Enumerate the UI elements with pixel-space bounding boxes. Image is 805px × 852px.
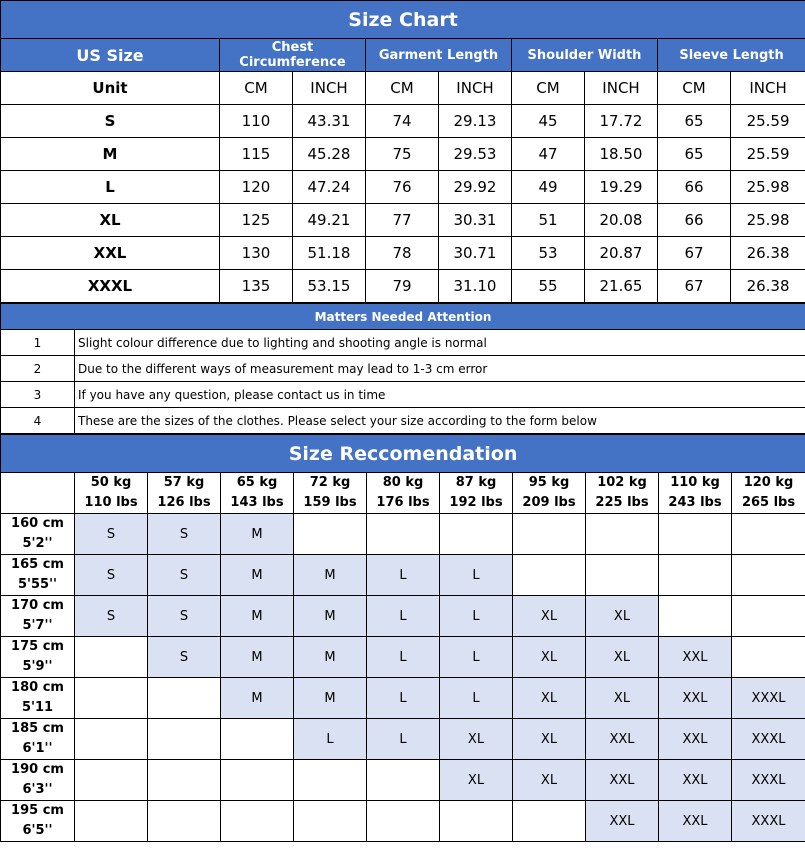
- recommended-size-cell: [148, 678, 221, 719]
- recommended-size-cell: [440, 514, 513, 555]
- weight-kg: 102 kg: [597, 475, 647, 490]
- size-row: [1, 270, 805, 303]
- recommended-size-cell: XL: [513, 596, 586, 637]
- attention-text: These are the sizes of the clothes. Please select your size according to the form below: [75, 408, 805, 434]
- height-header: [1, 555, 75, 596]
- chest-header: Chest Circumference: [220, 39, 366, 72]
- recommended-size-cell: L: [440, 596, 513, 637]
- height-row: [1, 678, 805, 719]
- recommended-size-cell: [221, 801, 294, 842]
- measurement-cell: 29.92: [439, 171, 512, 204]
- unit-row: [1, 72, 805, 105]
- weight-header: [367, 473, 440, 514]
- weight-header: [221, 473, 294, 514]
- recommended-size-cell: [148, 760, 221, 801]
- recommended-size-cell: [513, 514, 586, 555]
- recommended-size-cell: M: [294, 596, 367, 637]
- recommended-size-cell: L: [367, 678, 440, 719]
- weight-lbs: 159 lbs: [303, 495, 357, 510]
- recommended-size-cell: S: [148, 637, 221, 678]
- weight-header: [148, 473, 221, 514]
- attention-text: Due to the different ways of measurement may lead to 1-3 cm error: [75, 356, 805, 382]
- recommended-size-cell: L: [367, 637, 440, 678]
- measurement-cell: 67: [658, 237, 731, 270]
- recommended-size-cell: XXL: [659, 801, 732, 842]
- unit-cell: CM: [658, 72, 731, 105]
- measurement-cell: 25.59: [731, 138, 805, 171]
- measurement-cell: 55: [512, 270, 585, 303]
- weight-kg: 57 kg: [163, 475, 205, 490]
- recommended-size-cell: S: [75, 555, 148, 596]
- unit-cell: INCH: [439, 72, 512, 105]
- recommended-size-cell: XL: [513, 760, 586, 801]
- measurement-cell: 65: [658, 105, 731, 138]
- height-header: [1, 596, 75, 637]
- recommended-size-cell: XXL: [659, 678, 732, 719]
- measurement-cell: 110: [220, 105, 293, 138]
- measurement-cell: 75: [366, 138, 439, 171]
- height-header: [1, 514, 75, 555]
- weight-kg: 110 kg: [670, 475, 720, 490]
- recommended-size-cell: XL: [440, 719, 513, 760]
- recommended-size-cell: [294, 514, 367, 555]
- height-cm: 195 cm: [11, 803, 64, 818]
- recommended-size-cell: [659, 555, 732, 596]
- recommended-size-cell: S: [75, 596, 148, 637]
- recommended-size-cell: XL: [440, 760, 513, 801]
- measurement-cell: 65: [658, 138, 731, 171]
- recommended-size-cell: [148, 801, 221, 842]
- recommended-size-cell: L: [294, 719, 367, 760]
- height-ft: 5'7'': [22, 618, 53, 633]
- recommended-size-cell: XXXL: [732, 719, 805, 760]
- size-label: S: [1, 105, 220, 138]
- weight-kg: 50 kg: [90, 475, 132, 490]
- measurement-cell: 74: [366, 105, 439, 138]
- recommended-size-cell: [732, 555, 805, 596]
- recommended-size-cell: XXXL: [732, 678, 805, 719]
- recommended-size-cell: XXL: [659, 760, 732, 801]
- recommended-size-cell: [294, 760, 367, 801]
- attention-number: 3: [1, 382, 75, 408]
- size-row: [1, 105, 805, 138]
- height-row: [1, 555, 805, 596]
- attention-text: Slight colour difference due to lighting and shooting angle is normal: [75, 330, 805, 356]
- weight-header: [659, 473, 732, 514]
- measurement-cell: 78: [366, 237, 439, 270]
- measurement-cell: 135: [220, 270, 293, 303]
- recommended-size-cell: [367, 514, 440, 555]
- recommended-size-cell: XXL: [586, 760, 659, 801]
- measurement-cell: 49: [512, 171, 585, 204]
- corner-cell: [1, 473, 75, 514]
- measurement-cell: 49.21: [293, 204, 366, 237]
- weight-lbs: 143 lbs: [230, 495, 284, 510]
- measurement-cell: 47: [512, 138, 585, 171]
- height-row: [1, 719, 805, 760]
- recommended-size-cell: [221, 719, 294, 760]
- weight-kg: 120 kg: [743, 475, 794, 490]
- recommended-size-cell: M: [294, 555, 367, 596]
- recommended-size-cell: M: [294, 678, 367, 719]
- measurement-cell: 53: [512, 237, 585, 270]
- us-size-header: US Size: [1, 39, 220, 72]
- measurement-cell: 25.98: [731, 171, 805, 204]
- measurement-cell: 51: [512, 204, 585, 237]
- recommended-size-cell: [221, 760, 294, 801]
- measurement-cell: 45: [512, 105, 585, 138]
- recommended-size-cell: XL: [513, 637, 586, 678]
- measurement-cell: 20.87: [585, 237, 658, 270]
- unit-cell: INCH: [585, 72, 658, 105]
- recommended-size-cell: L: [367, 719, 440, 760]
- recommendation-table: [0, 434, 805, 842]
- height-cm: 165 cm: [11, 557, 64, 572]
- length-header: Garment Length: [366, 39, 512, 72]
- measurement-cell: 30.71: [439, 237, 512, 270]
- recommended-size-cell: S: [148, 514, 221, 555]
- recommended-size-cell: XL: [513, 678, 586, 719]
- measurement-cell: 18.50: [585, 138, 658, 171]
- recommended-size-cell: [586, 514, 659, 555]
- size-row: [1, 138, 805, 171]
- recommended-size-cell: [294, 801, 367, 842]
- weight-header: [75, 473, 148, 514]
- recommended-size-cell: [513, 555, 586, 596]
- recommended-size-cell: S: [148, 596, 221, 637]
- measurement-cell: 76: [366, 171, 439, 204]
- recommended-size-cell: XL: [586, 596, 659, 637]
- weight-lbs: 126 lbs: [157, 495, 211, 510]
- recommended-size-cell: M: [221, 637, 294, 678]
- weight-kg: 65 kg: [236, 475, 278, 490]
- measurement-cell: 26.38: [731, 270, 805, 303]
- height-cm: 180 cm: [11, 680, 64, 695]
- height-ft: 5'2'': [22, 536, 53, 551]
- weight-header: [586, 473, 659, 514]
- height-ft: 5'55'': [17, 577, 58, 592]
- height-cm: 170 cm: [11, 598, 64, 613]
- recommended-size-cell: S: [75, 514, 148, 555]
- height-ft: 6'5'': [22, 823, 53, 838]
- recommended-size-cell: L: [367, 555, 440, 596]
- measurement-cell: 115: [220, 138, 293, 171]
- measurement-cell: 125: [220, 204, 293, 237]
- weight-kg: 80 kg: [382, 475, 424, 490]
- attention-text: If you have any question, please contact us in time: [75, 382, 805, 408]
- size-label: XL: [1, 204, 220, 237]
- recommended-size-cell: XL: [586, 637, 659, 678]
- measurement-cell: 25.59: [731, 105, 805, 138]
- unit-cell: CM: [512, 72, 585, 105]
- unit-cell: CM: [220, 72, 293, 105]
- weight-kg: 87 kg: [455, 475, 497, 490]
- height-row: [1, 637, 805, 678]
- measurement-cell: 19.29: [585, 171, 658, 204]
- measurement-cell: 77: [366, 204, 439, 237]
- recommended-size-cell: M: [221, 514, 294, 555]
- size-row: [1, 237, 805, 270]
- recommended-size-cell: XL: [513, 719, 586, 760]
- attention-item: [1, 330, 805, 356]
- height-ft: 6'1'': [22, 741, 53, 756]
- measurement-cell: 79: [366, 270, 439, 303]
- weight-lbs: 209 lbs: [522, 495, 576, 510]
- height-cm: 160 cm: [11, 516, 64, 531]
- recommended-size-cell: XXL: [586, 801, 659, 842]
- recommendation-title: Size Reccomendation: [1, 435, 805, 473]
- size-row: [1, 204, 805, 237]
- height-ft: 5'11: [21, 700, 54, 715]
- measurement-cell: 66: [658, 171, 731, 204]
- measurement-cell: 30.31: [439, 204, 512, 237]
- height-cm: 185 cm: [11, 721, 64, 736]
- measurement-cell: 31.10: [439, 270, 512, 303]
- recommended-size-cell: [75, 678, 148, 719]
- measurement-cell: 29.53: [439, 138, 512, 171]
- recommended-size-cell: [148, 719, 221, 760]
- recommended-size-cell: [732, 514, 805, 555]
- measurement-cell: 20.08: [585, 204, 658, 237]
- measurement-cell: 130: [220, 237, 293, 270]
- recommended-size-cell: XL: [586, 678, 659, 719]
- height-header: [1, 801, 75, 842]
- height-header: [1, 637, 75, 678]
- recommended-size-cell: [75, 801, 148, 842]
- recommended-size-cell: [586, 555, 659, 596]
- recommended-size-cell: M: [221, 555, 294, 596]
- measurement-cell: 29.13: [439, 105, 512, 138]
- size-chart-table: [0, 0, 805, 303]
- recommended-size-cell: M: [221, 678, 294, 719]
- recommended-size-cell: [75, 637, 148, 678]
- recommended-size-cell: XXXL: [732, 760, 805, 801]
- measurement-cell: 26.38: [731, 237, 805, 270]
- measurement-cell: 53.15: [293, 270, 366, 303]
- size-label: XXXL: [1, 270, 220, 303]
- size-label: M: [1, 138, 220, 171]
- shoulder-header: Shoulder Width: [512, 39, 658, 72]
- measurement-cell: 47.24: [293, 171, 366, 204]
- weight-lbs: 110 lbs: [84, 495, 138, 510]
- weight-header: [513, 473, 586, 514]
- recommended-size-cell: [367, 801, 440, 842]
- measurement-cell: 51.18: [293, 237, 366, 270]
- recommended-size-cell: L: [440, 678, 513, 719]
- recommended-size-cell: [732, 596, 805, 637]
- height-cm: 190 cm: [11, 762, 64, 777]
- height-cm: 175 cm: [11, 639, 64, 654]
- recommended-size-cell: L: [367, 596, 440, 637]
- weight-header: [732, 473, 805, 514]
- sleeve-header: Sleeve Length: [658, 39, 805, 72]
- recommended-size-cell: S: [148, 555, 221, 596]
- height-row: [1, 596, 805, 637]
- unit-cell: INCH: [731, 72, 805, 105]
- height-ft: 6'3'': [22, 782, 53, 797]
- measurement-cell: 66: [658, 204, 731, 237]
- recommended-size-cell: M: [221, 596, 294, 637]
- recommended-size-cell: [440, 801, 513, 842]
- measurement-cell: 120: [220, 171, 293, 204]
- attention-item: [1, 356, 805, 382]
- attention-item: [1, 408, 805, 434]
- attention-title: Matters Needed Attention: [1, 304, 805, 330]
- recommended-size-cell: XXL: [586, 719, 659, 760]
- unit-cell: INCH: [293, 72, 366, 105]
- recommended-size-cell: [659, 514, 732, 555]
- size-label: XXL: [1, 237, 220, 270]
- height-header: [1, 760, 75, 801]
- recommended-size-cell: XXL: [659, 637, 732, 678]
- weight-lbs: 176 lbs: [376, 495, 430, 510]
- weight-kg: 72 kg: [309, 475, 351, 490]
- height-row: [1, 514, 805, 555]
- weight-header: [440, 473, 513, 514]
- recommended-size-cell: [75, 719, 148, 760]
- height-header: [1, 719, 75, 760]
- height-ft: 5'9'': [22, 659, 53, 674]
- height-row: [1, 760, 805, 801]
- measurement-cell: 67: [658, 270, 731, 303]
- attention-item: [1, 382, 805, 408]
- size-chart-title: Size Chart: [1, 1, 805, 39]
- height-row: [1, 801, 805, 842]
- size-chart-header-row: [1, 39, 805, 72]
- measurement-cell: 45.28: [293, 138, 366, 171]
- recommended-size-cell: [367, 760, 440, 801]
- recommended-size-cell: M: [294, 637, 367, 678]
- size-row: [1, 171, 805, 204]
- attention-number: 4: [1, 408, 75, 434]
- recommended-size-cell: [75, 760, 148, 801]
- recommended-size-cell: [513, 801, 586, 842]
- weight-lbs: 225 lbs: [595, 495, 649, 510]
- measurement-cell: 21.65: [585, 270, 658, 303]
- attention-table: [0, 303, 805, 434]
- measurement-cell: 17.72: [585, 105, 658, 138]
- weight-header: [294, 473, 367, 514]
- recommended-size-cell: [659, 596, 732, 637]
- weight-lbs: 265 lbs: [741, 495, 796, 510]
- weight-lbs: 243 lbs: [668, 495, 722, 510]
- recommended-size-cell: XXXL: [732, 801, 805, 842]
- unit-cell: CM: [366, 72, 439, 105]
- recommended-size-cell: XXL: [659, 719, 732, 760]
- unit-label: Unit: [1, 72, 220, 105]
- recommended-size-cell: [732, 637, 805, 678]
- attention-number: 2: [1, 356, 75, 382]
- weight-kg: 95 kg: [528, 475, 570, 490]
- weight-header-row: [1, 473, 805, 514]
- recommended-size-cell: L: [440, 555, 513, 596]
- height-header: [1, 678, 75, 719]
- weight-lbs: 192 lbs: [449, 495, 503, 510]
- size-label: L: [1, 171, 220, 204]
- recommended-size-cell: L: [440, 637, 513, 678]
- measurement-cell: 43.31: [293, 105, 366, 138]
- attention-number: 1: [1, 330, 75, 356]
- measurement-cell: 25.98: [731, 204, 805, 237]
